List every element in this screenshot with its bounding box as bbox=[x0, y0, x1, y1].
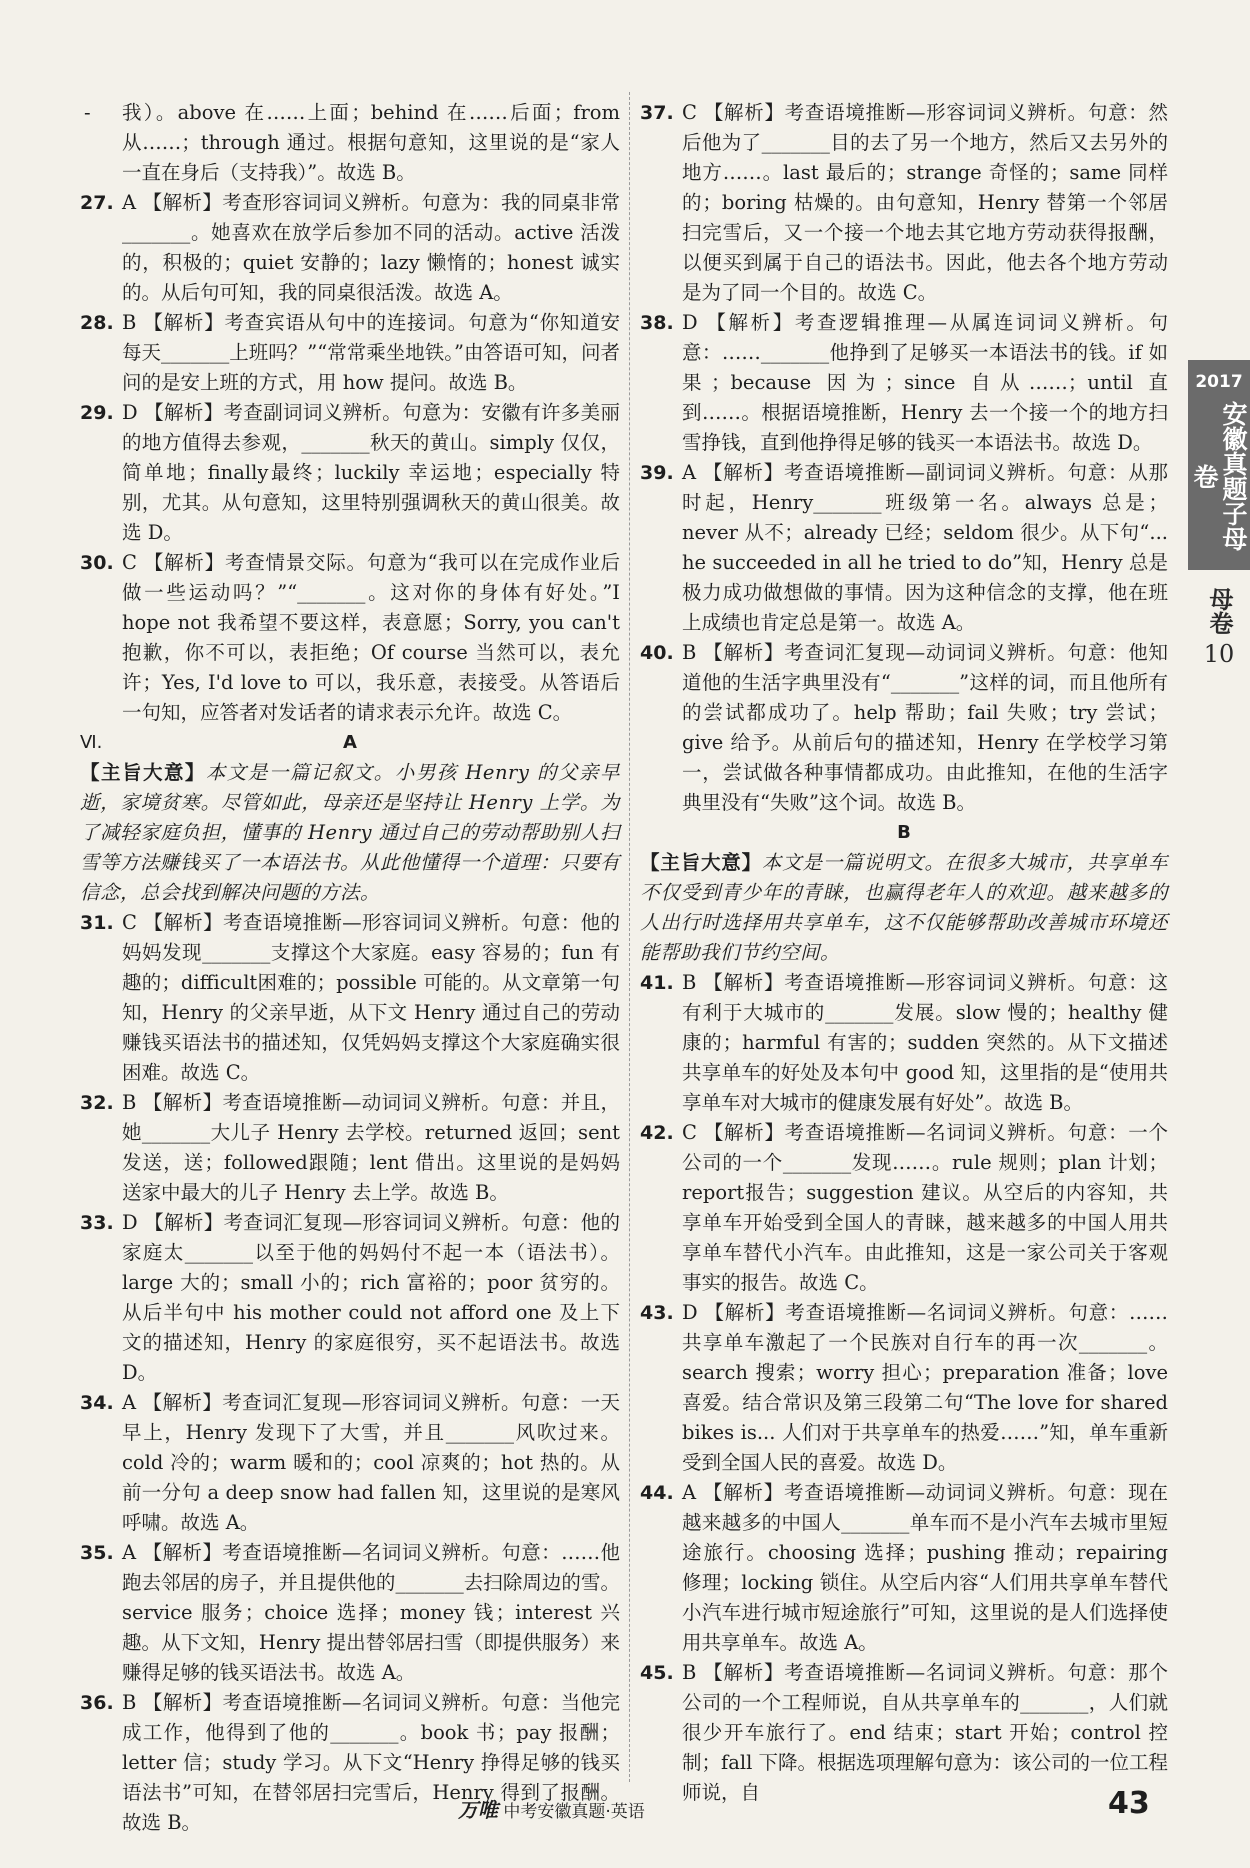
passage-b-label: B bbox=[897, 822, 911, 843]
column-divider bbox=[629, 92, 630, 1782]
summary-label: 【主旨大意】 bbox=[80, 761, 206, 784]
page-footer bbox=[0, 1786, 1250, 1834]
answer-29 bbox=[80, 398, 620, 548]
passage-b-header bbox=[640, 818, 1168, 848]
answer-31 bbox=[80, 908, 620, 1088]
answer-37 bbox=[640, 98, 1168, 308]
answer-41 bbox=[640, 968, 1168, 1118]
page-number: 43 bbox=[1108, 1786, 1150, 1821]
question-number: 36. bbox=[80, 1692, 114, 1714]
answer-27 bbox=[80, 188, 620, 308]
question-number: 35. bbox=[80, 1542, 114, 1564]
summary-text: 本文是一篇记叙文。小男孩 Henry 的父亲早逝，家境贫寒。尽管如此，母亲还是坚持让 Henry 上学。为了减轻家庭负担，懂事的 Henry 通过自己的劳动帮助别人扫雪等方法赚钱买了一本语法书。从此他懂得一个道理：只要有信念，总会找到解决问题的方法。 bbox=[80, 761, 621, 904]
sidebar-year: 2017 bbox=[1195, 372, 1243, 392]
answer-text: B 【解析】考查宾语从句中的连接词。句意为“你知道安每天_______上班吗？”“常常乘坐地铁。”由答语可知，问者问的是安上班的方式，用 how 提问。故选 B。 bbox=[122, 311, 620, 394]
question-number: 37. bbox=[640, 102, 674, 124]
summary-text: 本文是一篇说明文。在很多大城市，共享单车不仅受到青少年的青睐，也赢得老年人的欢迎。越来越多的人出行时选择用共享单车，这不仅能够帮助改善城市环境还能帮助我们节约空间。 bbox=[640, 851, 1168, 964]
answer-43 bbox=[640, 1298, 1168, 1478]
bullet-dash: - bbox=[84, 101, 91, 124]
sidebar-title: 安徽真题子母卷 bbox=[1190, 401, 1248, 551]
answer-text: A 【解析】考查语境推断—动词词义辨析。句意：现在越来越多的中国人_______单车而不是小汽车去城市里短途旅行。choosing 选择；pushing 推动；repairing 修理；locking 锁住。从空后内容“人们用共享单车替代小汽车进行城市短途旅行”可知，这里说的是人们选择使用共享单车。故选 A。 bbox=[682, 1481, 1168, 1654]
answer-45 bbox=[640, 1658, 1168, 1808]
question-number: 44. bbox=[640, 1482, 674, 1504]
passage-a-label: A bbox=[343, 732, 357, 753]
left-column bbox=[80, 98, 620, 1838]
answer-44 bbox=[640, 1478, 1168, 1658]
answer-text: A 【解析】考查形容词词义辨析。句意为：我的同桌非常_______。她喜欢在放学后参加不同的活动。active 活泼的，积极的；quiet 安静的；lazy 懒惰的；honest 诚实的。从后句可知，我的同桌很活泼。故选 A。 bbox=[122, 191, 620, 304]
answer-text: C 【解析】考查语境推断—名词词义辨析。句意：一个公司的一个_______发现……。rule 规则；plan 计划；report报告；suggestion 建议。从空后的内容知，共享单车开始受到全国人的青睐，越来越多的中国人用共享单车替代小汽车。由此推知，这是一家公司关于客观事实的报告。故选 C。 bbox=[682, 1121, 1168, 1294]
question-number: 30. bbox=[80, 552, 114, 574]
sidebar-volume bbox=[1188, 574, 1250, 684]
answer-text: C 【解析】考查语境推断—形容词词义辨析。句意：他的妈妈发现_______支撑这个大家庭。easy 容易的；fun 有趣的；difficult困难的；possible 可能的。从文章第一句知，Henry 的父亲早逝，从下文 Henry 通过自己的劳动赚钱买语法书的描述知，仅凭妈妈支撑这个大家庭确实很困难。故选 C。 bbox=[122, 911, 620, 1084]
answer-28 bbox=[80, 308, 620, 398]
answer-38 bbox=[640, 308, 1168, 458]
answer-text: C 【解析】考查情景交际。句意为“我可以在完成作业后做一些运动吗？”“_______。这对你的身体有好处。”I hope not 我希望不要这样，表意愿；Sorry, you can't 抱歉，你不可以，表拒绝；Of course 当然可以，表允许；Yes, I'd love to 可以，我乐意，表接受。从答语后一句知，应答者对发话者的请求表示允许。故选 C。 bbox=[122, 551, 620, 724]
sidebar-tab bbox=[1188, 360, 1250, 570]
question-number: 38. bbox=[640, 312, 674, 334]
question-number: 32. bbox=[80, 1092, 114, 1114]
answer-text: D 【解析】考查语境推断—名词词义辨析。句意：……共享单车激起了一个民族对自行车的再一次_______。search 搜索；worry 担心；preparation 准备；love 喜爱。结合常识及第三段第二句“The love for shared bikes is... 人们对于共享单车的热爱……”知，单车重新受到全国人民的喜爱。故选 D。 bbox=[682, 1301, 1168, 1474]
summary-label: 【主旨大意】 bbox=[640, 851, 762, 874]
footer-series: 中考安徽真题·英语 bbox=[503, 1802, 645, 1822]
question-number: 43. bbox=[640, 1302, 674, 1324]
question-number: 40. bbox=[640, 642, 674, 664]
continued-answer bbox=[80, 98, 620, 188]
question-number: 29. bbox=[80, 402, 114, 424]
answer-text: B 【解析】考查词汇复现—动词词义辨析。句意：他知道他的生活字典里没有“_______”这样的词，而且他所有的尝试都成功了。help 帮助；fail 失败；try 尝试；give 给予。从前后句的描述知，Henry 在学校学习第一，尝试做各种事情都成功。由此推知，在他的生活字典里没有“失败”这个词。故选 B。 bbox=[682, 641, 1168, 814]
sidebar-mu-label: 母卷 bbox=[1205, 587, 1233, 635]
brand-logo-text: 万唯 bbox=[458, 1798, 498, 1822]
question-number: 28. bbox=[80, 312, 114, 334]
answer-text: C 【解析】考查语境推断—形容词词义辨析。句意：然后他为了_______目的去了另一个地方，然后又去另外的地方……。last 最后的；strange 奇怪的；same 同样的；boring 枯燥的。由句意知，Henry 替第一个邻居扫完雪后，又一个接一个地去其它地方劳动获得报酬，以便买到属于自己的语法书。因此，他去各个地方劳动是为了同一个目的。故选 C。 bbox=[682, 101, 1168, 304]
answer-text: A 【解析】考查语境推断—名词词义辨析。句意：……他跑去邻居的房子，并且提供他的_______去扫除周边的雪。service 服务；choice 选择；money 钱；interest 兴趣。从下文知，Henry 提出替邻居扫雪（即提供服务）来赚得足够的钱买语法书。故选 A。 bbox=[122, 1541, 620, 1684]
question-number: 39. bbox=[640, 462, 674, 484]
answer-35 bbox=[80, 1538, 620, 1688]
answer-39 bbox=[640, 458, 1168, 638]
answer-text: D 【解析】考查副词词义辨析。句意为：安徽有许多美丽的地方值得去参观，_______秋天的黄山。simply 仅仅，简单地；finally最终；luckily 幸运地；especially 特别，尤其。从句意知，这里特别强调秋天的黄山很美。故选 D。 bbox=[122, 401, 620, 544]
answer-text: D 【解析】考查词汇复现—形容词词义辨析。句意：他的家庭太_______以至于他的妈妈付不起一本（语法书）。large 大的；small 小的；rich 富裕的；poor 贫穷的。从后半句中 his mother could not afford one 及上下文的描述知，Henry 的家庭很穷，买不起语法书。故选 D。 bbox=[122, 1211, 620, 1384]
answer-text: B 【解析】考查语境推断—形容词词义辨析。句意：这有利于大城市的_______发展。slow 慢的；healthy 健康的；harmful 有害的；sudden 突然的。从下文描述共享单车的好处及本句中 good 知，这里指的是“使用共享单车对大城市的健康发展有好处”。故选 B。 bbox=[682, 971, 1168, 1114]
answer-text: B 【解析】考查语境推断—名词词义辨析。句意：那个公司的一个工程师说，自从共享单车的_______，人们就很少开车旅行了。end 结束；start 开始；control 控制；fall 下降。根据选项理解句意为：该公司的一位工程师说，自 bbox=[682, 1661, 1169, 1804]
sidebar-number: 10 bbox=[1203, 640, 1235, 668]
answer-42 bbox=[640, 1118, 1168, 1298]
footer-brand bbox=[458, 1794, 645, 1823]
question-number: 34. bbox=[80, 1392, 114, 1414]
question-number: 45. bbox=[640, 1662, 674, 1684]
answer-34 bbox=[80, 1388, 620, 1538]
question-number: 42. bbox=[640, 1122, 674, 1144]
question-number: 27. bbox=[80, 192, 114, 214]
continued-text: 我）。above 在……上面；behind 在……后面；from 从……；through 通过。根据句意知，这里说的是“家人一直在身后（支持我）”。故选 B。 bbox=[122, 101, 620, 184]
question-number: 41. bbox=[640, 972, 674, 994]
answer-text: A 【解析】考查词汇复现—形容词词义辨析。句意：一天早上，Henry 发现下了大雪，并且_______风吹过来。cold 冷的；warm 暖和的；cool 凉爽的；hot 热的。从前一分句 a deep snow had fallen 知，这里说的是寒风呼啸。故选 A。 bbox=[122, 1391, 620, 1534]
answer-32 bbox=[80, 1088, 620, 1208]
question-number: 33. bbox=[80, 1212, 114, 1234]
summary-b bbox=[640, 848, 1168, 968]
answer-text: B 【解析】考查语境推断—动词词义辨析。句意：并且，她_______大儿子 Henry 去学校。returned 返回；sent 发送，送；followed跟随；lent 借出。这里说的是妈妈送家中最大的儿子 Henry 去上学。故选 B。 bbox=[122, 1091, 620, 1204]
answer-40 bbox=[640, 638, 1168, 818]
summary-a bbox=[80, 758, 620, 908]
answer-text: B 【解析】考查语境推断—名词词义辨析。句意：当他完成工作，他得到了他的_______。book 书；pay 报酬；letter 信；study 学习。从下文“Henry 挣得足够的钱买语法书”可知，在替邻居扫完雪后，Henry 得到了报酬。故选 B。 bbox=[122, 1691, 620, 1834]
answer-30 bbox=[80, 548, 620, 728]
answer-text: A 【解析】考查语境推断—副词词义辨析。句意：从那时起，Henry_______班级第一名。always 总是；never 从不；already 已经；seldom 很少。从下句“... he succeeded in all he tried to do”知，Henry 总是极力成功做想做的事情。因为这种信念的支撑，他在班上成绩也肯定总是第一。故选 A。 bbox=[682, 461, 1168, 634]
answer-text: D 【解析】考查逻辑推理—从属连词词义辨析。句意：……_______他挣到了足够买一本语法书的钱。if 如果；because 因为；since 自从……；until 直到……。根据语境推断，Henry 去一个接一个的地方扫雪挣钱，直到他挣得足够的钱买一本语法书。故选 D。 bbox=[682, 311, 1168, 454]
answer-33 bbox=[80, 1208, 620, 1388]
question-number: 31. bbox=[80, 912, 114, 934]
right-column bbox=[640, 98, 1168, 1808]
section-header bbox=[80, 728, 620, 758]
section-label: Ⅵ. bbox=[80, 732, 103, 753]
